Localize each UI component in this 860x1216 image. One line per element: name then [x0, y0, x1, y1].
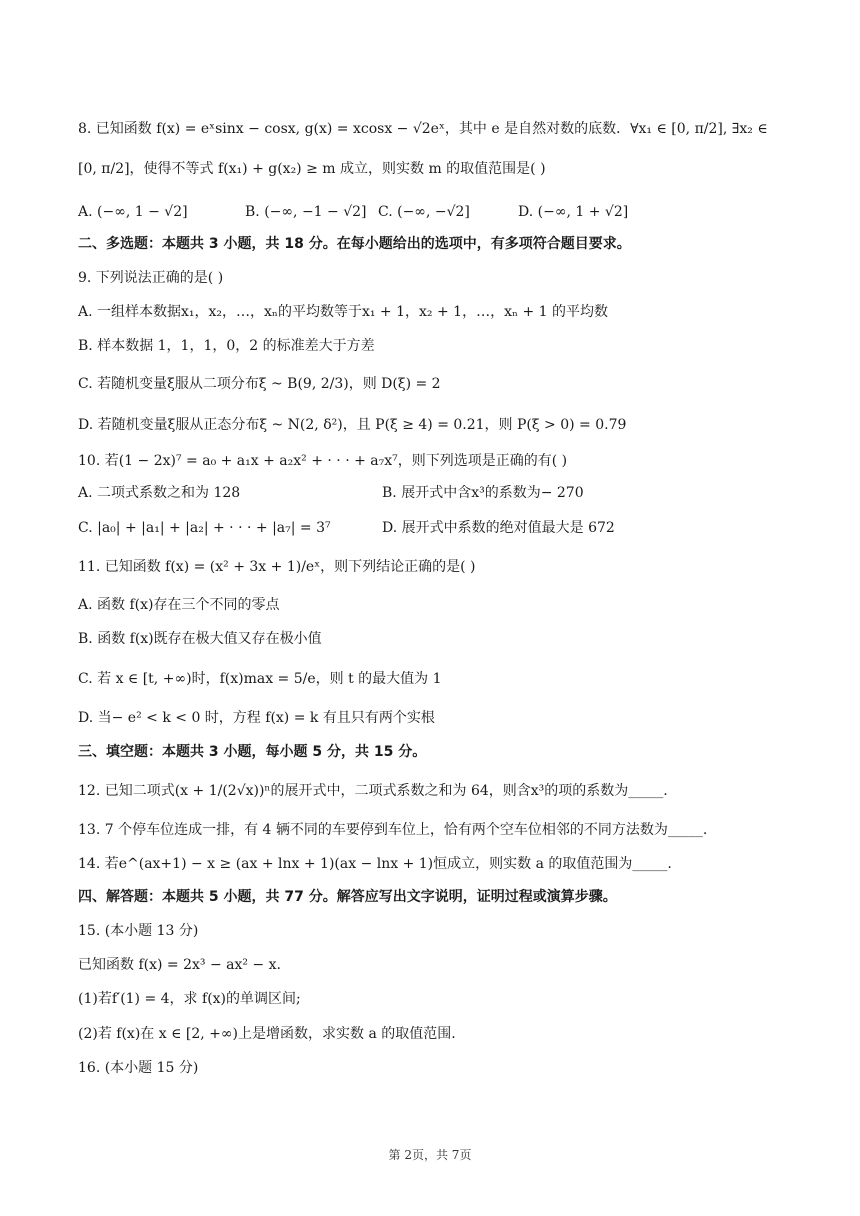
q15-part2: (2)若 f(x)在 x ∈ [2, +∞)上是增函数，求实数 a 的取值范围. — [78, 1026, 456, 1042]
q10-option-b: B. 展开式中含x³的系数为− 270 — [382, 485, 584, 501]
q13-text: 13. 7 个停车位连成一排，有 4 辆不同的车要停到车位上，恰有两个空车位相邻的不同方法数为_____. — [78, 822, 708, 838]
q10-stem: 10. 若(1 − 2x)⁷ = a₀ + a₁x + a₂x² + · · · + a₇x⁷，则下列选项是正确的有( ) — [78, 453, 568, 469]
q15-part1: (1)若f′(1) = 4，求 f(x)的单调区间; — [78, 991, 301, 1007]
page-footer: 第 2页，共 7页 — [388, 1148, 472, 1162]
q9-option-a: A. 一组样本数据x₁，x₂，…，xₙ的平均数等于x₁ + 1，x₂ + 1，…，xₙ + 1 的平均数 — [78, 304, 609, 320]
q8-line1: 8. 已知函数 f(x) = eˣsinx − cosx, g(x) = xcosx − √2eˣ，其中 e 是自然对数的底数．∀x₁ ∈ [0, π/2], ∃x₂ ∈ — [78, 121, 768, 137]
q11-option-c: C. 若 x ∈ [t, +∞)时，f(x)max = 5/e，则 t 的最大值为 1 — [78, 671, 442, 687]
q9-stem: 9. 下列说法正确的是( ) — [78, 270, 224, 286]
q10-option-a: A. 二项式系数之和为 128 — [78, 485, 241, 501]
q12-text: 12. 已知二项式(x + 1/(2√x))ⁿ的展开式中，二项式系数之和为 64，则含x³的项的系数为_____. — [78, 783, 668, 799]
q15-header: 15. (本小题 13 分) — [78, 923, 199, 939]
q11-option-d: D. 当− e² < k < 0 时，方程 f(x) = k 有且只有两个实根 — [78, 710, 435, 726]
q11-option-b: B. 函数 f(x)既存在极大值又存在极小值 — [78, 631, 322, 647]
q10-option-c: C. |a₀| + |a₁| + |a₂| + · · · + |a₇| = 3⁷ — [78, 520, 331, 536]
q9-option-b: B. 样本数据 1，1，1，0，2 的标准差大于方差 — [78, 338, 375, 354]
q8-option-d: D. (−∞, 1 + √2] — [518, 204, 629, 220]
section-heading-fill-blank: 三、填空题：本题共 3 小题，每小题 5 分，共 15 分。 — [78, 744, 427, 760]
q16-header: 16. (本小题 15 分) — [78, 1060, 199, 1076]
section-heading-free-response: 四、解答题：本题共 5 小题，共 77 分。解答应写出文字说明，证明过程或演算步骤。 — [78, 889, 617, 905]
q15-stem: 已知函数 f(x) = 2x³ − ax² − x. — [78, 957, 281, 973]
q8-line2: [0, π/2]，使得不等式 f(x₁) + g(x₂) ≥ m 成立，则实数 m 的取值范围是( ) — [78, 161, 546, 177]
q8-option-a: A. (−∞, 1 − √2] — [78, 204, 188, 220]
q9-option-c: C. 若随机变量ξ服从二项分布ξ ~ B(9, 2/3)，则 D(ξ) = 2 — [78, 376, 441, 392]
section-heading-multi-choice: 二、多选题：本题共 3 小题，共 18 分。在每小题给出的选项中，有多项符合题目要求。 — [78, 236, 631, 252]
q11-stem: 11. 已知函数 f(x) = (x² + 3x + 1)/eˣ，则下列结论正确的是( ) — [78, 559, 476, 575]
q10-option-d: D. 展开式中系数的绝对值最大是 672 — [382, 520, 615, 536]
q8-option-c: C. (−∞, −√2] — [378, 204, 470, 220]
q8-option-b: B. (−∞, −1 − √2] — [245, 204, 367, 220]
q11-option-a: A. 函数 f(x)存在三个不同的零点 — [78, 597, 280, 613]
q9-option-d: D. 若随机变量ξ服从正态分布ξ ~ N(2, δ²)，且 P(ξ ≥ 4) = 0.21，则 P(ξ > 0) = 0.79 — [78, 417, 627, 433]
q14-text: 14. 若e^(ax+1) − x ≥ (ax + lnx + 1)(ax − lnx + 1)恒成立，则实数 a 的取值范围为_____. — [78, 856, 672, 872]
